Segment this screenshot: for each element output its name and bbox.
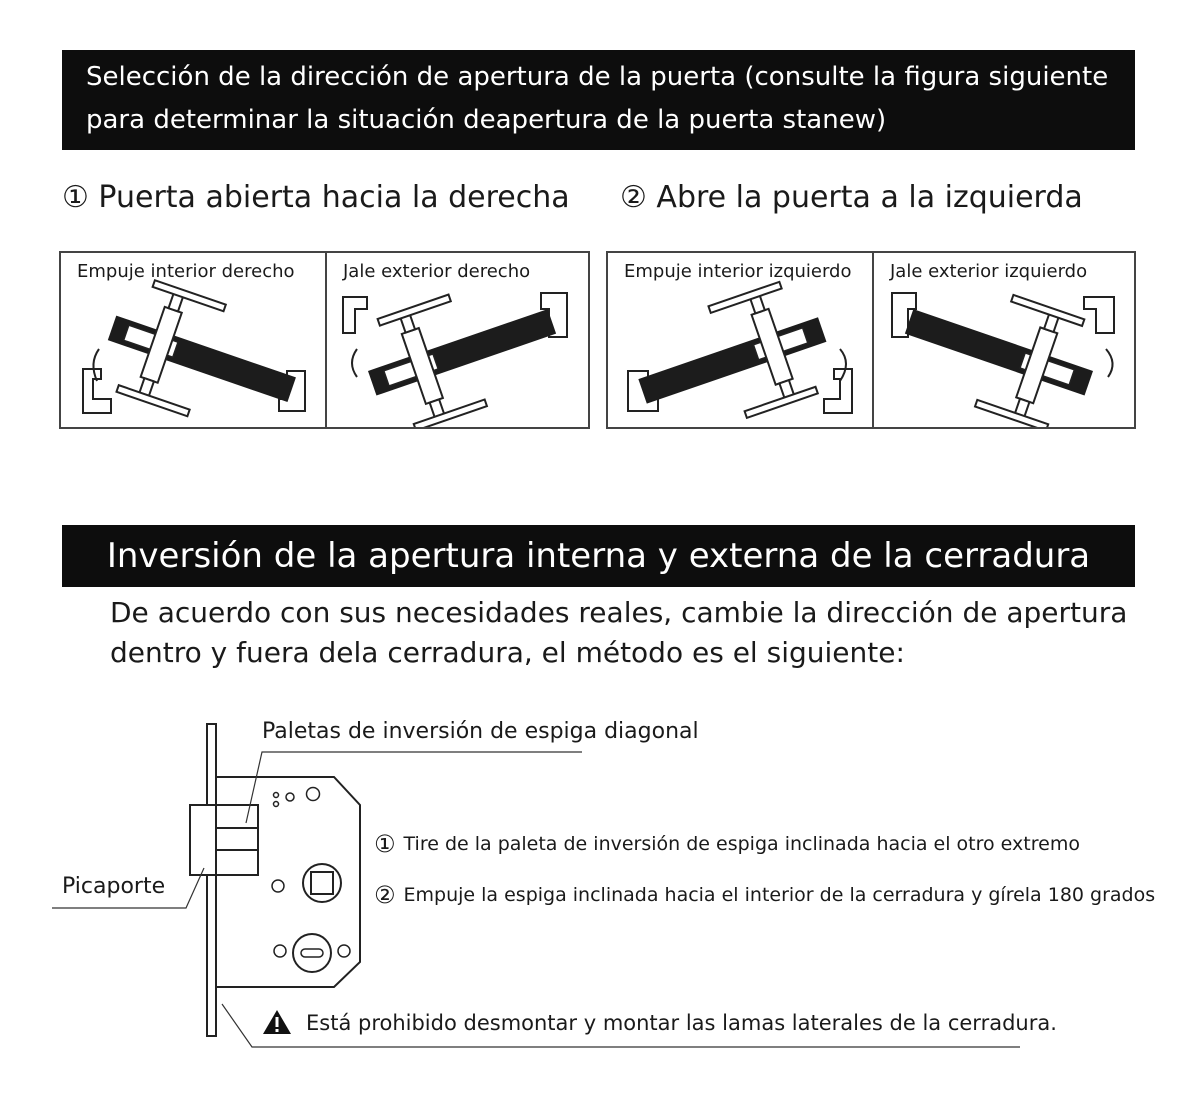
- panel-label: Jale exterior izquierdo: [890, 261, 1088, 282]
- step-text: Empuje la espiga inclinada hacia el interior de la cerradura y gírela 180 grados: [403, 884, 1156, 906]
- label-latch: Picaporte: [62, 874, 166, 899]
- step-text: Tire de la paleta de inversión de espiga inclinada hacia el otro extremo: [403, 833, 1080, 855]
- intro-line-1: De acuerdo con sus necesidades reales, cambie la dirección de apertura: [110, 596, 1128, 629]
- heading-open-right: ① Puerta abierta hacia la derecha: [62, 180, 570, 215]
- latch-bolt: [190, 805, 218, 875]
- mid-banner-title: Inversión de la apertura interna y externa de la cerradura: [106, 536, 1091, 576]
- label-reversal-paddles: Paletas de inversión de espiga diagonal: [262, 719, 699, 744]
- reversal-paddles: [216, 805, 258, 875]
- warning-text: Está prohibido desmontar y montar las lamas laterales de la cerradura.: [306, 1011, 1057, 1035]
- panel-label: Jale exterior derecho: [343, 261, 531, 282]
- intro-line-2: dentro y fuera dela cerradura, el método es el siguiente:: [110, 636, 905, 669]
- step-1: [374, 830, 1080, 858]
- step-number: ②: [374, 881, 396, 909]
- step-number: ①: [374, 830, 396, 858]
- panel-label: Empuje interior izquierdo: [624, 261, 852, 282]
- panel-label: Empuje interior derecho: [77, 261, 295, 282]
- step-2: [374, 881, 1155, 909]
- banner-line-1: Selección de la dirección de apertura de la puerta (consulte la figura siguiente: [86, 62, 1109, 92]
- warning-note: [262, 1009, 1057, 1040]
- warning-triangle-icon: [262, 1009, 292, 1040]
- heading-open-left: ② Abre la puerta a la izquierda: [620, 180, 1083, 215]
- lock-faceplate: [207, 724, 216, 1036]
- banner-line-2: para determinar la situación deapertura de la puerta stanew): [86, 105, 887, 135]
